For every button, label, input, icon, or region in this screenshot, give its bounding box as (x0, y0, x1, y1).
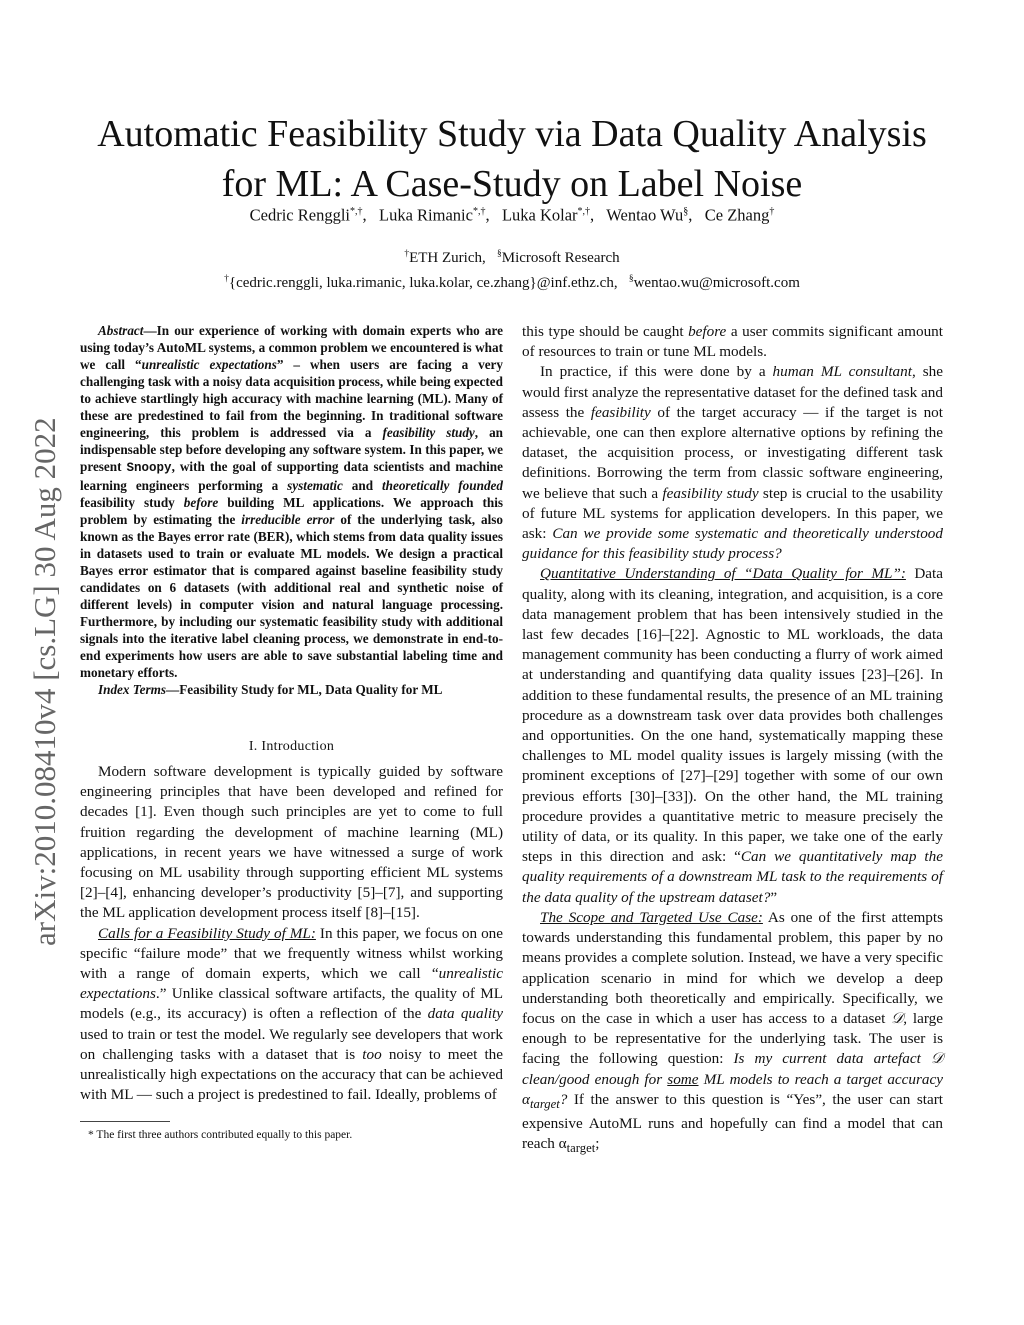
paragraph-text: noisy to meet the unrealistically high expectations on the accuracy that can be achieved with ML — such a project is predestined to fail. Ideally, problems of (80, 1045, 503, 1104)
paragraph-emphasis: data quality (427, 1005, 504, 1023)
affiliations (60, 244, 964, 294)
index-terms-text: —Feasibility Study for ML, Data Quality for ML (166, 682, 443, 697)
paragraph-text: Data quality, along with its cleaning, integration, and acquisition, is a core data management problem that has been intensively studied in the last few decades [16]–[22]. Agnostic to ML workloads, the data management community has been conducting a flurry of work aimed at understanding and quantifying data quality issues [23]–[26]. In addition to these fundamental results, the presence of an ML training procedure as a downstream task over data provides both challenges and opportunities. On the one hand, systematically mapping these challenges to ML model quality issues is largely missing (with the prominent exceptions of [27]–[29] together with some of our own previous efforts [30]–[33]). On the other hand, the ML training procedure provides a quantitative metric to measure precisely the utility of data, or its quality. In this paper, we take one of the early steps in this direction and ask: “ (522, 565, 943, 866)
question-underlined: some (667, 1070, 699, 1088)
abstract-text: ” – when users are facing a very challenging task with a noisy data acquisition process, while being expected to achieve startlingly high accuracy with machine learning (ML). Many of these are predestined to fail from the beginning. In traditional software engineering, this problem is addressed via a (80, 357, 503, 440)
section-heading: I. Introduction (248, 739, 335, 754)
author-name: Cedric Renggli (249, 205, 350, 225)
author-marks: § (683, 206, 689, 217)
left-column (80, 322, 503, 1143)
paragraph-text: If the answer to this question is “Yes”, the user can start expensive AutoML runs and hopefully can find a model that can reach α (522, 1090, 943, 1153)
paragraph-text: this type should be caught (522, 323, 689, 340)
dataset-symbol: 𝒟 (891, 1009, 904, 1027)
right-column (522, 322, 943, 1158)
arxiv-identifier: arXiv:2010.08410v4 [cs.LG] 30 Aug 2022 (27, 417, 62, 946)
ms-email: wentao.wu@microsoft.com (633, 275, 800, 291)
abstract-text: , an indispensable step before developing any software system. In this paper, we present (80, 425, 503, 474)
footnote-rule (80, 1121, 170, 1122)
paragraph-heading: The Scope and Targeted Use Case: (540, 908, 763, 926)
paragraph-emphasis: too (362, 1045, 382, 1063)
question-text: ML models to reach a target accuracy α (522, 1070, 943, 1108)
abstract-emphasis: feasibility study (382, 425, 475, 440)
ms-affiliation: Microsoft Research (501, 250, 620, 266)
quantitative-paragraph (522, 564, 943, 907)
author-marks: *,† (472, 206, 486, 217)
author-marks: *,† (350, 206, 363, 217)
paper-title: Automatic Feasibility Study via Data Quality Analysis for ML: A Case-Study on Label Noise (97, 113, 927, 206)
abstract-emphasis: before (183, 495, 219, 510)
abstract-text: In our experience of working with domain experts who are using today’s AutoML systems, a common problem we encountered is what we call “ (80, 323, 503, 372)
abstract-text: and (342, 478, 382, 493)
eth-emails: {cedric.renggli, luka.rimanic, luka.kolar, ce.zhang}@inf.ethz.ch, (228, 275, 618, 291)
research-question: Can we provide some systematic and theoretically understood guidance for this feasibility study process? (522, 525, 943, 563)
paragraph-emphasis: human ML consultant (772, 363, 912, 381)
eth-affiliation: ETH Zurich, (409, 250, 486, 266)
abstract (80, 322, 503, 681)
email-line (60, 269, 964, 294)
paragraph-text: In practice, if this were done by a (540, 363, 773, 381)
alpha-subscript: target (566, 1141, 596, 1156)
abstract-dash: — (143, 323, 157, 338)
abstract-emphasis: irreducible error (241, 512, 335, 527)
affiliation-line (60, 244, 964, 269)
calls-paragraph (80, 924, 503, 1106)
research-question: Can we quantitatively map the quality requirements of a downstream ML task to the requirements of the data quality of the upstream dataset? (522, 848, 943, 906)
paragraph-text: .” Unlike classical software artifacts, the quality of ML models (e.g., its accuracy) is often a reflection of the (80, 985, 503, 1023)
paragraph-text: ” (770, 888, 778, 906)
paragraph-emphasis: unrealistic expectations (80, 965, 503, 1003)
paragraph-text: used to train or test the model. We regularly see developers that work on challenging tasks with a dataset that is (80, 1025, 503, 1063)
intro-paragraph: Modern software development is typically guided by software engineering principles that have been developed and refined for decades [1]. Even though such principles are yet to come to full fruition regarding the development of machine learning (ML) applications, in recent years we have witnessed a surge of work focusing on ML usability through supporting efficient ML systems [2]–[4], enhancing developer’s productivity [5]–[7], and supporting the ML application development process itself [8]–[15]. (80, 763, 503, 922)
continuation-paragraph (522, 322, 943, 362)
author-name: Wentao Wu (606, 205, 684, 225)
paragraph-text: ; (595, 1135, 600, 1153)
paragraph-text: In this paper, we focus on one specific “failure mode” that we frequently witness whilst working with a range of domain experts, which we call “ (80, 924, 503, 983)
index-terms (80, 681, 503, 698)
author-marks: † (769, 206, 775, 217)
practice-paragraph (522, 362, 943, 564)
footnote: * The first three authors contributed equally to this paper. (88, 1129, 353, 1142)
author-list: Cedric Renggli*,†, Luka Rimanic*,†, Luka Kolar*,†, Wentao Wu§, Ce Zhang† (249, 205, 775, 225)
abstract-text: , with the goal of supporting data scientists and machine learning engineers performing a (80, 459, 503, 493)
paragraph-heading: Calls for a Feasibility Study of ML: (98, 924, 316, 942)
paragraph-text: step is crucial to the usability of future ML systems for application developers. In this paper, we ask: (522, 484, 943, 543)
author-name: Luka Rimanic (379, 205, 473, 225)
paragraph-text: a user commits significant amount of resources to train or tune ML models. (522, 323, 943, 361)
system-name: Snoopy (126, 461, 172, 475)
abstract-label: Abstract (98, 323, 144, 338)
question-text: Is my current data artefact 𝒟 clean/good enough for (522, 1050, 943, 1088)
abstract-emphasis: theoretically founded (381, 478, 503, 493)
abstract-text: building ML applications. We approach this problem by estimating the (80, 495, 504, 527)
paragraph-heading: Quantitative Understanding of “Data Quality for ML”: (540, 565, 906, 583)
paragraph-text: of the target accuracy — if the target is not achievable, one can then explore alternative options by refining the dataset, the acquisition process, or investigating different task definitions. Borrowing the term from classic software engineering, we believe that such a (522, 403, 943, 502)
alpha-subscript: target (529, 1096, 560, 1111)
paragraph-emphasis: feasibility (590, 403, 651, 421)
scope-paragraph (522, 908, 943, 1159)
ms-mark: § (628, 274, 634, 284)
abstract-text: of the underlying task, also known as the Bayes error rate (BER), which stems from data quality issues in datasets used to train or evaluate ML models. We design a practical Bayes error estimator that is compared against baseline feasibility study candidates on 6 datasets (with additional real and synthetic noise of different levels) in computer vision and natural language processing. Furthermore, by including our systematic feasibility study with additional signals into the iterative label cleaning process, we demonstrate in end-to-end experiments how users are able to save substantial labeling time and monetary efforts. (80, 512, 504, 680)
eth-mark: † (224, 274, 229, 284)
index-terms-label: Index Terms (98, 682, 167, 697)
abstract-emphasis: systematic (287, 478, 343, 493)
paragraph-emphasis: before (688, 323, 727, 340)
paragraph-text: , she would first analyze the representative dataset for the defined task and assess the (522, 363, 943, 421)
abstract-text: feasibility study (80, 495, 184, 510)
abstract-emphasis: unrealistic expectations (141, 357, 277, 372)
paragraph-emphasis: feasibility study (662, 484, 759, 502)
eth-mark: † (404, 249, 410, 259)
ms-mark: § (497, 249, 502, 259)
author-name: Luka Kolar (501, 205, 578, 225)
author-marks: *,† (577, 206, 591, 217)
paragraph-text: As one of the first attempts towards understanding this fundamental problem, this paper by no means provides a complete solution. Instead, we have a very specific application scenario in mind for which we develop a deep understanding both theoretically and empirically. Specifically, we focus on the case in which a user has access to a dataset (522, 908, 943, 1027)
author-name: Ce Zhang (704, 205, 770, 225)
paragraph-text: , large enough to be representative for the underlying task. The user is facing the following question: (522, 1009, 943, 1068)
question-text: ? (559, 1090, 568, 1108)
